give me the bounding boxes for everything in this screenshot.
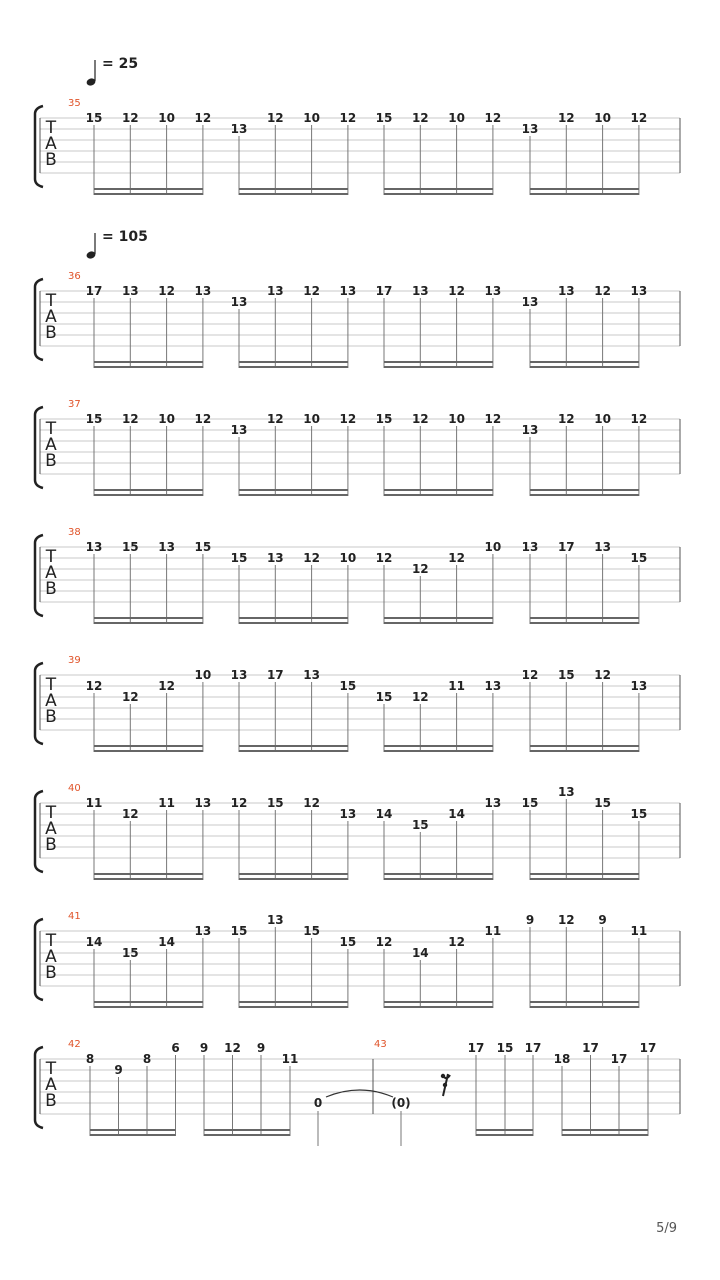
fret-number: 9 — [199, 1041, 209, 1055]
fret-number: 11 — [85, 796, 103, 810]
fret-number: 15 — [521, 796, 539, 810]
fret-number: 13 — [266, 913, 284, 927]
fret-number: 12 — [85, 679, 103, 693]
fret-number: 12 — [375, 551, 393, 565]
fret-number: 13 — [230, 122, 248, 136]
fret-number: 6 — [171, 1041, 180, 1055]
fret-number: 17 — [524, 1041, 542, 1055]
fret-number: 13 — [521, 423, 539, 437]
fret-number: 15 — [339, 679, 357, 693]
fret-number: 17 — [467, 1041, 485, 1055]
fret-number: 12 — [630, 111, 648, 125]
fret-number: 13 — [194, 796, 212, 810]
fret-number: 0 — [313, 1096, 323, 1110]
fret-number: 15 — [375, 111, 393, 125]
measure-number: 35 — [68, 98, 81, 109]
fret-number: 15 — [121, 540, 139, 554]
fret-number: 13 — [85, 540, 103, 554]
fret-number: 13 — [266, 551, 284, 565]
fret-number: 13 — [594, 540, 611, 554]
measure-number: 39 — [68, 655, 81, 666]
tab-clef-letter: B — [45, 451, 57, 471]
fret-number: 13 — [194, 284, 212, 298]
fret-number: 14 — [85, 935, 103, 949]
fret-number: 13 — [557, 284, 575, 298]
fret-number: 12 — [121, 111, 139, 125]
fret-number: 10 — [448, 412, 465, 426]
fret-number: 13 — [484, 284, 502, 298]
fret-number: 10 — [303, 412, 320, 426]
fret-number: 15 — [496, 1041, 514, 1055]
fret-number: 9 — [256, 1041, 266, 1055]
fret-number: 17 — [85, 284, 103, 298]
fret-number: 14 — [375, 807, 393, 821]
fret-number: 11 — [484, 924, 502, 938]
fret-number: 15 — [411, 818, 429, 832]
tempo-marking: = 25 — [102, 56, 139, 72]
fret-number: 12 — [121, 807, 139, 821]
fret-number: 12 — [158, 284, 175, 298]
fret-number: 15 — [375, 690, 393, 704]
fret-number: 15 — [630, 807, 648, 821]
fret-number: 11 — [448, 679, 465, 693]
fret-number: 15 — [121, 946, 139, 960]
fret-number: 12 — [224, 1041, 241, 1055]
fret-number: 11 — [281, 1052, 299, 1066]
fret-number: 13 — [521, 295, 539, 309]
tab-clef-letter: T — [45, 419, 57, 439]
fret-number: 15 — [230, 551, 248, 565]
fret-number: 12 — [194, 111, 212, 125]
fret-number: 15 — [375, 412, 393, 426]
fret-number: 12 — [158, 679, 175, 693]
tab-clef-letter: A — [45, 819, 57, 839]
tab-clef-letter: T — [45, 1059, 57, 1079]
fret-number: 10 — [448, 111, 465, 125]
fret-number: 8 — [142, 1052, 152, 1066]
fret-number: 13 — [230, 295, 248, 309]
fret-number: 14 — [158, 935, 175, 949]
tab-clef-letter: B — [45, 707, 57, 727]
fret-number: (0) — [391, 1096, 411, 1110]
fret-number: 12 — [375, 935, 393, 949]
fret-number: 10 — [484, 540, 502, 554]
fret-number: 9 — [525, 913, 535, 927]
fret-number: 10 — [594, 412, 611, 426]
tab-clef-letter: A — [45, 691, 57, 711]
fret-number: 15 — [230, 924, 248, 938]
tie-arc — [326, 1090, 393, 1097]
fret-number: 12 — [557, 913, 575, 927]
fret-number: 13 — [411, 284, 429, 298]
tab-clef-letter: T — [45, 675, 57, 695]
tab-clef-letter: B — [45, 150, 57, 170]
fret-number: 13 — [484, 796, 502, 810]
fret-number: 12 — [521, 668, 539, 682]
fret-number: 12 — [303, 551, 320, 565]
measure-number: 37 — [68, 399, 81, 410]
fret-number: 15 — [557, 668, 575, 682]
measure-number: 43 — [374, 1039, 387, 1050]
tab-clef-letter: T — [45, 118, 57, 138]
fret-number: 10 — [158, 412, 175, 426]
fret-number: 15 — [266, 796, 284, 810]
fret-number: 12 — [339, 111, 357, 125]
fret-number: 15 — [630, 551, 648, 565]
fret-number: 18 — [553, 1052, 571, 1066]
tab-clef-letter: T — [45, 931, 57, 951]
page-number: 5/9 — [656, 1221, 677, 1236]
fret-number: 13 — [194, 924, 212, 938]
fret-number: 13 — [230, 668, 248, 682]
fret-number: 13 — [266, 284, 284, 298]
fret-number: 12 — [630, 412, 648, 426]
tab-clef-letter: T — [45, 291, 57, 311]
fret-number: 17 — [557, 540, 575, 554]
fret-number: 12 — [230, 796, 248, 810]
fret-number: 13 — [521, 540, 539, 554]
fret-number: 10 — [339, 551, 357, 565]
fret-number: 11 — [630, 924, 648, 938]
measure-number: 41 — [68, 911, 81, 922]
measure-number: 38 — [68, 527, 81, 538]
fret-number: 15 — [85, 111, 103, 125]
fret-number: 12 — [303, 796, 320, 810]
fret-number: 10 — [194, 668, 212, 682]
fret-number: 17 — [582, 1041, 599, 1055]
fret-number: 12 — [448, 551, 465, 565]
tab-clef-letter: B — [45, 835, 57, 855]
fret-number: 12 — [411, 690, 429, 704]
fret-number: 10 — [594, 111, 611, 125]
fret-number: 13 — [121, 284, 139, 298]
fret-number: 12 — [411, 111, 429, 125]
fret-number: 13 — [303, 668, 320, 682]
fret-number: 9 — [114, 1063, 123, 1077]
fret-number: 12 — [484, 412, 502, 426]
fret-number: 15 — [85, 412, 103, 426]
tab-clef-letter: B — [45, 1091, 57, 1111]
fret-number: 12 — [303, 284, 320, 298]
fret-number: 15 — [194, 540, 212, 554]
fret-number: 15 — [339, 935, 357, 949]
tab-clef-letter: A — [45, 947, 57, 967]
tab-clef-letter: A — [45, 1075, 57, 1095]
fret-number: 15 — [594, 796, 611, 810]
fret-number: 12 — [339, 412, 357, 426]
fret-number: 17 — [375, 284, 393, 298]
fret-number: 13 — [630, 284, 648, 298]
tab-clef-letter: T — [45, 547, 57, 567]
fret-number: 14 — [411, 946, 429, 960]
tab-clef-letter: A — [45, 134, 57, 154]
fret-number: 12 — [121, 412, 139, 426]
fret-number: 10 — [158, 111, 175, 125]
fret-number: 12 — [557, 111, 575, 125]
tab-clef-letter: A — [45, 307, 57, 327]
fret-number: 9 — [598, 913, 607, 927]
measure-number: 36 — [68, 271, 81, 282]
fret-number: 17 — [266, 668, 284, 682]
fret-number: 12 — [121, 690, 139, 704]
fret-number: 12 — [594, 668, 611, 682]
fret-number: 11 — [158, 796, 175, 810]
fret-number: 17 — [639, 1041, 657, 1055]
fret-number: 13 — [339, 284, 357, 298]
rest-dot — [443, 1083, 447, 1087]
measure-number: 42 — [68, 1039, 81, 1050]
tab-clef-letter: B — [45, 963, 57, 983]
fret-number: 12 — [448, 284, 465, 298]
fret-number: 14 — [448, 807, 465, 821]
fret-number: 13 — [339, 807, 357, 821]
fret-number: 17 — [610, 1052, 628, 1066]
fret-number: 12 — [411, 562, 429, 576]
rest-dot — [441, 1074, 445, 1078]
fret-number: 12 — [594, 284, 611, 298]
fret-number: 13 — [630, 679, 648, 693]
fret-number: 12 — [484, 111, 502, 125]
tab-clef-letter: B — [45, 579, 57, 599]
fret-number: 12 — [411, 412, 429, 426]
fret-number: 12 — [266, 111, 284, 125]
tab-clef-letter: B — [45, 323, 57, 343]
fret-number: 13 — [521, 122, 539, 136]
tempo-marking: = 105 — [102, 229, 148, 245]
tab-clef-letter: T — [45, 803, 57, 823]
fret-number: 8 — [85, 1052, 95, 1066]
measure-number: 40 — [68, 783, 81, 794]
fret-number: 10 — [303, 111, 320, 125]
fret-number: 15 — [303, 924, 320, 938]
fret-number: 12 — [448, 935, 465, 949]
fret-number: 13 — [557, 785, 575, 799]
fret-number: 13 — [484, 679, 502, 693]
tab-clef-letter: A — [45, 563, 57, 583]
tab-clef-letter: A — [45, 435, 57, 455]
fret-number: 13 — [158, 540, 175, 554]
fret-number: 12 — [557, 412, 575, 426]
fret-number: 12 — [266, 412, 284, 426]
fret-number: 13 — [230, 423, 248, 437]
fret-number: 12 — [194, 412, 212, 426]
